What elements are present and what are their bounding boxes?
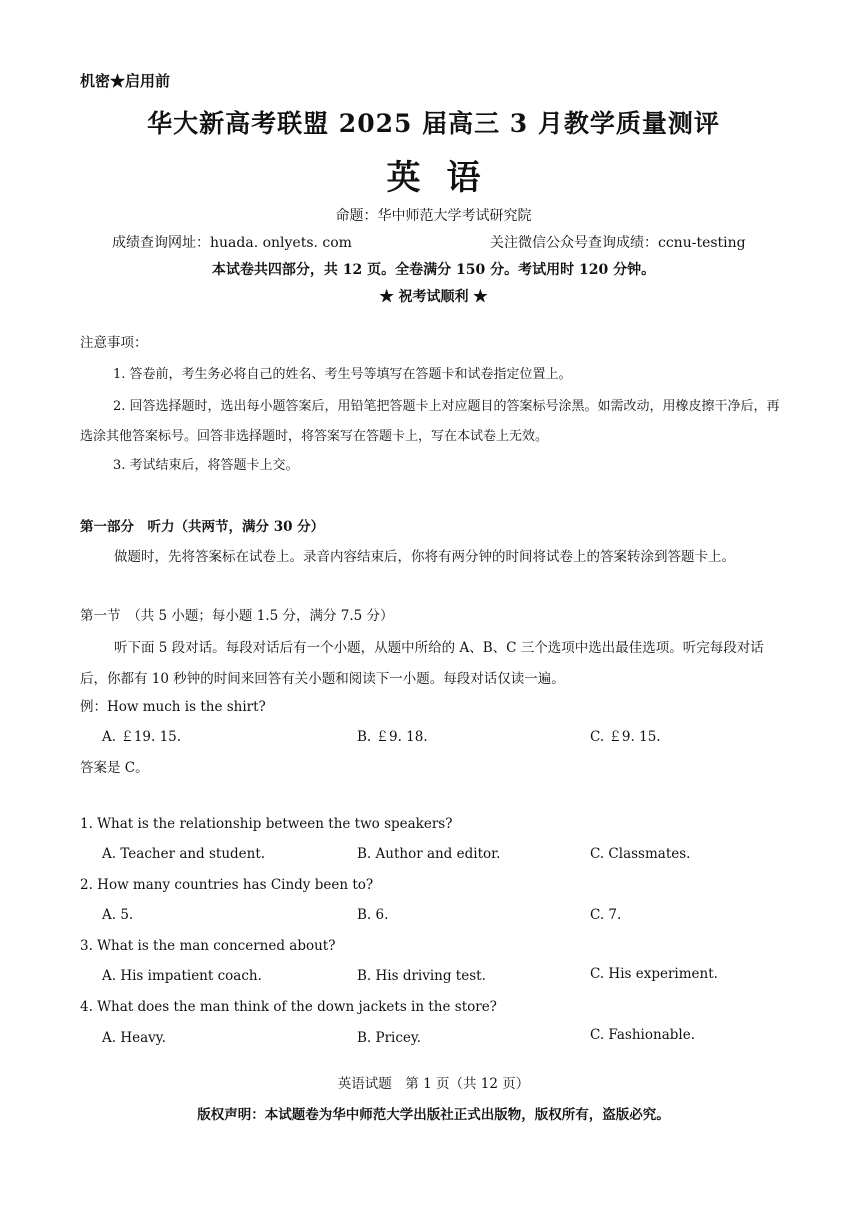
- question-4-option-c: C. Fashionable.: [590, 1027, 695, 1043]
- query-site: 成绩查询网址：huada. onlyets. com: [112, 235, 352, 251]
- question-2-option-c: C. 7.: [590, 907, 622, 923]
- question-1-stem: 1. What is the relationship between the two speakers?: [80, 816, 453, 832]
- question-setter: 命题：华中师范大学考试研究院: [335, 208, 532, 224]
- notice-item: 1. 答卷前，考生务必将自己的姓名、考生号等填写在答题卡和试卷指定位置上。: [113, 367, 572, 382]
- question-4-option-b: B. Pricey.: [357, 1030, 422, 1046]
- section1-title: 第一节 （共 5 小题；每小题 1.5 分，满分 7.5 分）: [80, 608, 394, 624]
- question-4-option-a: A. Heavy.: [102, 1030, 166, 1046]
- exam-title: 华大新高考联盟 2025 届高三 3 月教学质量测评: [147, 109, 720, 138]
- question-2-option-a: A. 5.: [102, 907, 134, 923]
- notice-title: 注意事项：: [80, 335, 148, 351]
- example-option-b: B. ￡9. 18.: [357, 729, 428, 745]
- page-footer: 英语试题 第 1 页（共 12 页）: [337, 1076, 530, 1092]
- part1-title: 第一部分 听力（共两节，满分 30 分）: [80, 519, 325, 535]
- example-option-c: C. ￡9. 15.: [590, 729, 661, 745]
- example-answer: 答案是 C。: [80, 760, 149, 776]
- question-4-stem: 4. What does the man think of the down jackets in the store?: [80, 999, 497, 1015]
- good-luck-line: ★ 祝考试顺利 ★: [379, 289, 488, 305]
- exam-info: 本试卷共四部分，共 12 页。全卷满分 150 分。考试用时 120 分钟。: [211, 262, 656, 278]
- question-3-stem: 3. What is the man concerned about?: [80, 938, 336, 954]
- example-option-a: A. ￡19. 15.: [102, 729, 182, 745]
- question-3-option-c: C. His experiment.: [590, 966, 718, 982]
- query-line: [112, 232, 762, 252]
- subject-title: 英语: [386, 158, 507, 198]
- question-1-option-a: A. Teacher and student.: [102, 846, 266, 862]
- notice-item: 2. 回答选择题时，选出每小题答案后，用铅笔把答题卡上对应题目的答案标号涂黑。如需改动，用橡皮擦干净后，再选涂其他答案标号。回答非选择题时，将答案写在答题卡上，写在本试卷上无效。: [80, 399, 780, 444]
- confidential-label: 机密★启用前: [80, 72, 171, 90]
- question-3-option-b: B. His driving test.: [357, 968, 486, 984]
- part1-instructions: 做题时，先将答案标在试卷上。录音内容结束后，你将有两分钟的时间将试卷上的答案转涂到答题卡上。: [114, 549, 735, 565]
- section1-instructions: 听下面 5 段对话。每段对话后有一个小题，从题中所给的 A、B、C 三个选项中选出最佳选项。听完每段对话后，你都有 10 秒钟的时间来回答有关小题和阅读下一小题。每段对话仅读一遍。: [80, 640, 764, 687]
- question-3-option-a: A. His impatient coach.: [102, 968, 262, 984]
- example-stem: 例：How much is the shirt?: [80, 699, 266, 715]
- question-2-option-b: B. 6.: [357, 907, 389, 923]
- wechat-account: 关注微信公众号查询成绩：ccnu-testing: [490, 235, 746, 251]
- copyright-notice: 版权声明：本试题卷为华中师范大学出版社正式出版物，版权所有，盗版必究。: [197, 1107, 670, 1123]
- question-2-stem: 2. How many countries has Cindy been to?: [80, 877, 374, 893]
- notice-item: 3. 考试结束后，将答题卡上交。: [113, 458, 299, 473]
- question-1-option-b: B. Author and editor.: [357, 846, 501, 862]
- question-1-option-c: C. Classmates.: [590, 846, 691, 862]
